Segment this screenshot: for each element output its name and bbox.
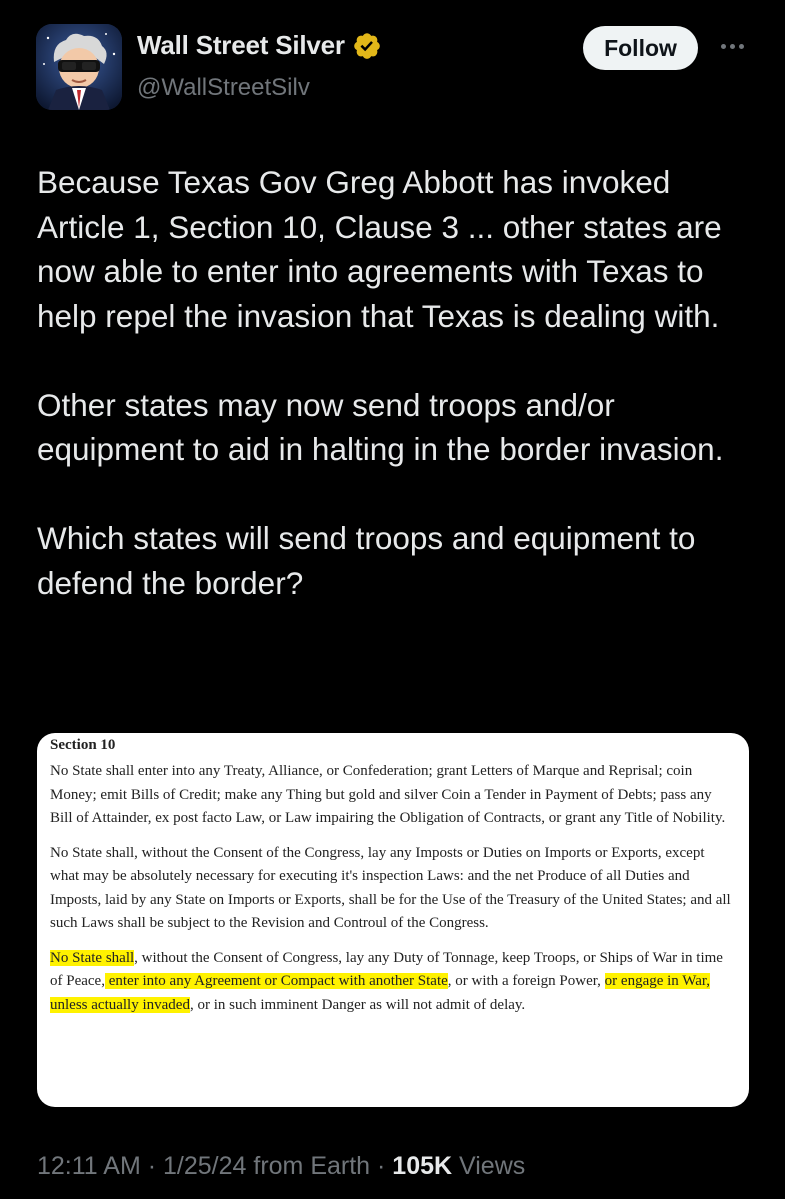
document-heading: Section 10: [50, 737, 116, 753]
document-paragraph-2: No State shall, without the Consent of the Congress, lay any Imposts or Duties on Imports or Exports, except what may be absolutely necessary for executing it's inspection Laws: and the net Produce of all Duties and Imposts, laid by any State on Imports or Exports, shall be for the Use of the Treasury of the United States; and all such Laws shall be subject to the Revision and Controul of the Congress.: [50, 844, 731, 931]
highlight: No State shall: [50, 949, 135, 966]
separator: ·: [140, 1152, 163, 1180]
document-text: , or in such imminent Danger as will not admit of delay.: [189, 996, 526, 1013]
tweet-source: from Earth: [246, 1152, 371, 1180]
avatar[interactable]: [36, 24, 122, 110]
follow-button[interactable]: Follow: [583, 26, 698, 70]
tweet-paragraph: Which states will send troops and equipment to defend the border?: [37, 520, 696, 601]
verified-badge-icon: [352, 31, 382, 61]
tweet-paragraph: Other states may now send troops and/or equipment to aid in halting in the border invasion.: [37, 386, 724, 467]
tweet-text: [37, 160, 752, 605]
author-name[interactable]: Wall Street Silver: [137, 30, 345, 60]
more-dot: [721, 44, 726, 49]
attached-image-document[interactable]: [37, 733, 749, 1107]
tweet-date[interactable]: 1/25/24: [163, 1152, 247, 1180]
document-paragraph-1: No State shall enter into any Treaty, Alliance, or Confederation; grant Letters of Marque and Reprisal; coin Money; emit Bills of Credit; make any Thing but gold and silver Coin a Tender in Payment of Debts; pass any Bill of Attainder, ex post facto Law, or Law impairing the Obligation of Contracts, or grant any Title of Nobility.: [50, 763, 726, 826]
author-name-row: [137, 30, 382, 61]
avatar-image: [36, 24, 122, 110]
document-text: , without the Consent of Congress, lay any Duty of Tonnage, keep Troops, or Ships of War in time of Peace,: [50, 949, 723, 989]
author-handle[interactable]: @WallStreetSilv: [137, 74, 310, 101]
highlight: or engage in War, unless actually invaded: [50, 973, 711, 1013]
more-options-icon[interactable]: [721, 44, 744, 49]
tweet-paragraph: Because Texas Gov Greg Abbott has invoked Article 1, Section 10, Clause 3 ... other states are now able to enter into agreements with Texas to help repel the invasion that Texas is dealing with.: [37, 164, 722, 334]
more-dot: [739, 44, 744, 49]
document-paragraph-3: [50, 947, 737, 1018]
tweet-time[interactable]: 12:11 AM: [37, 1152, 141, 1180]
views-count: 105K: [392, 1152, 453, 1180]
tweet-metadata: [37, 1152, 525, 1181]
views-label: Views: [452, 1152, 526, 1180]
separator: ·: [370, 1152, 393, 1180]
more-dot: [730, 44, 735, 49]
highlight: enter into any Agreement or Compact with another State: [104, 973, 448, 989]
document-text: , or with a foreign Power,: [447, 973, 605, 989]
